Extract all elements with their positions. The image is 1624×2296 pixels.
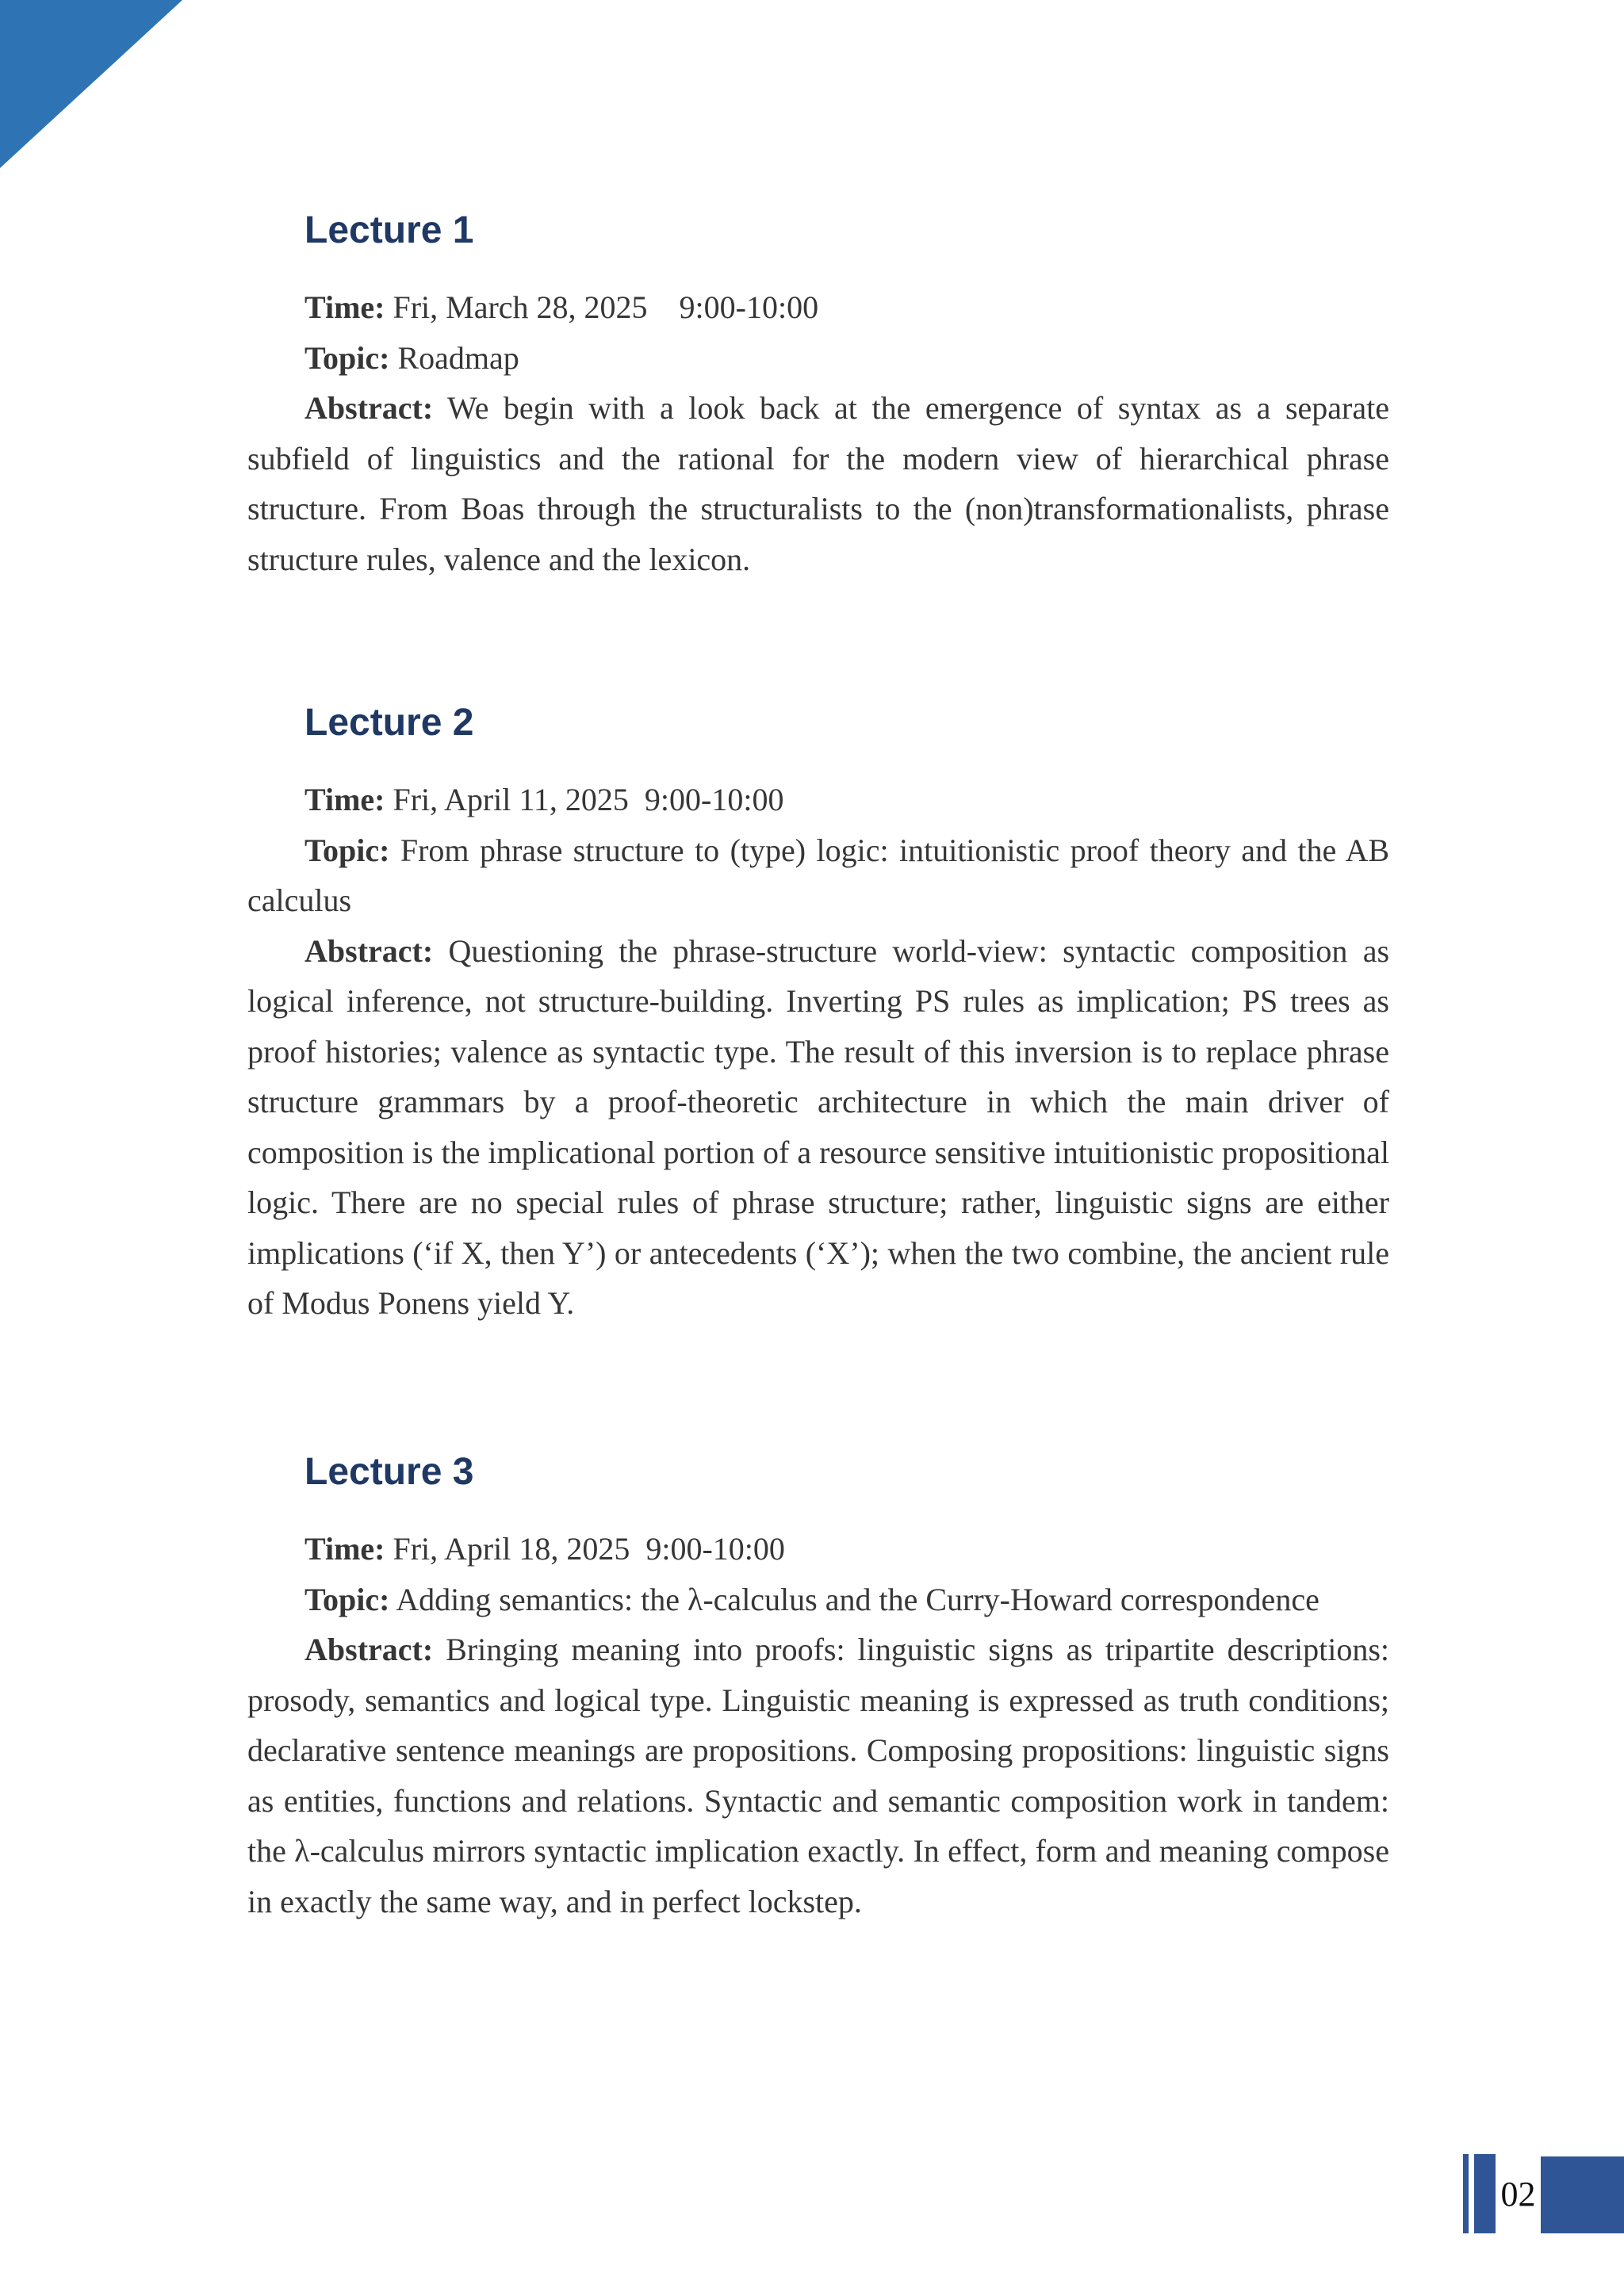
time-label: Time: xyxy=(304,782,385,817)
abstract-label: Abstract: xyxy=(304,390,434,426)
lecture-3-abstract-text: Bringing meaning into proofs: linguistic signs as tripartite descriptions: prosody, semantics and logical type. Linguistic meaning is expressed as truth conditions; declarative sentence meanings are propositions. Composing propositions: linguistic signs as entities, functions and relations. Syntactic and semantic composition work in tandem: the λ-calculus mirrors syntactic implication exactly. In effect, form and meaning compose in exactly the same way, and in perfect lockstep. xyxy=(247,1632,1390,1919)
footer-accent-bar-thin xyxy=(1463,2154,1469,2233)
topic-label: Topic: xyxy=(304,1581,390,1617)
lecture-section-2 xyxy=(247,700,1389,1329)
lecture-2-title: Lecture 2 xyxy=(304,702,474,744)
lecture-1-time-value: Fri, March 28, 2025 9:00-10:00 xyxy=(393,289,819,325)
lecture-2-abstract-text: Questioning the phrase-structure world-view: syntactic composition as logical inference, not structure-building. Inverting PS rules as implication; PS trees as proof histories; valence as syntactic type. The result of this inversion is to replace phrase structure grammars by a proof-theoretic architecture in which the main driver of composition is the implicational portion of a resource sensitive intuitionistic propositional logic. There are no special rules of phrase structure; rather, linguistic signs are either implications (‘if X, then Y’) or antecedents (‘X’); when the two combine, the ancient rule of Modus Ponens yield Y. xyxy=(247,932,1390,1321)
lecture-3-time-value: Fri, April 18, 2025 9:00-10:00 xyxy=(393,1531,785,1567)
lecture-3-title: Lecture 3 xyxy=(304,1451,474,1493)
lecture-3-time-line xyxy=(247,1524,1389,1575)
topic-label: Topic: xyxy=(304,339,390,376)
lecture-1-topic-value: Roadmap xyxy=(397,339,519,376)
lecture-3-topic-line xyxy=(247,1575,1389,1625)
lecture-2-time-line xyxy=(247,775,1389,825)
lecture-1-topic-line xyxy=(247,333,1389,384)
footer-accent-rectangle xyxy=(1541,2156,1624,2233)
lecture-section-1 xyxy=(247,208,1389,584)
lecture-section-3 xyxy=(247,1449,1389,1927)
lecture-1-abstract xyxy=(247,383,1389,584)
lecture-3-abstract xyxy=(247,1624,1389,1927)
abstract-label: Abstract: xyxy=(304,1632,434,1667)
time-label: Time: xyxy=(304,289,385,325)
lecture-2-topic-line xyxy=(247,825,1389,926)
lecture-3-topic-value: Adding semantics: the λ-calculus and the Curry-Howard correspondence xyxy=(396,1581,1320,1617)
time-label: Time: xyxy=(304,1531,385,1567)
lecture-1-abstract-text: We begin with a look back at the emergence of syntax as a separate subfield of linguistics and the rational for the modern view of hierarchical phrase structure. From Boas through the structuralists to the (non)transformationalists, phrase structure rules, valence and the lexicon. xyxy=(247,390,1390,577)
footer-accent-bar-wide xyxy=(1474,2154,1496,2233)
lecture-2-time-value: Fri, April 11, 2025 9:00-10:00 xyxy=(393,782,784,817)
abstract-label: Abstract: xyxy=(304,932,434,969)
topic-label: Topic: xyxy=(304,832,390,868)
lecture-1-title: Lecture 1 xyxy=(304,209,474,251)
corner-triangle-decoration xyxy=(0,0,182,168)
lecture-1-time-line xyxy=(247,282,1389,333)
page-number: 02 xyxy=(1500,2174,1536,2214)
lecture-2-abstract xyxy=(247,926,1389,1329)
lecture-2-topic-value: From phrase structure to (type) logic: intuitionistic proof theory and the AB calculus xyxy=(247,832,1390,918)
